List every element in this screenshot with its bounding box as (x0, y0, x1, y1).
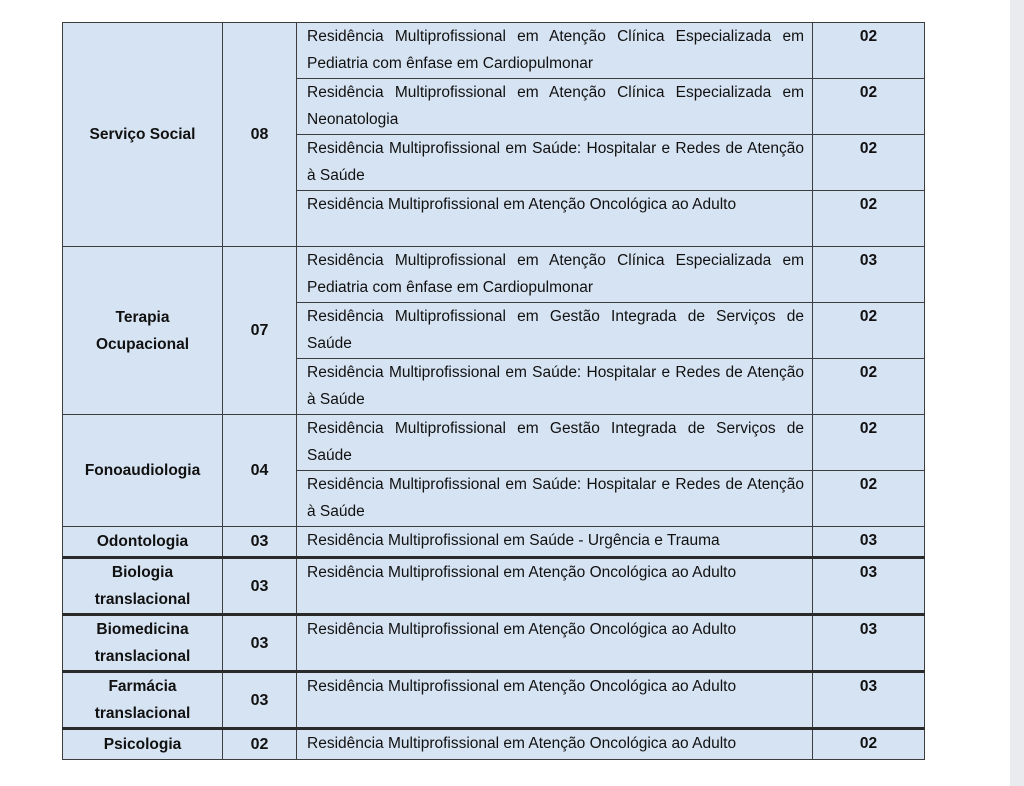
total-vacancies-cell: 03 (223, 615, 297, 672)
program-vacancies-cell: 02 (813, 135, 925, 191)
area-cell: Farmácia translacional (63, 672, 223, 729)
program-cell: Residência Multiprofissional em Saúde: Hospitalar e Redes de Atenção à Saúde (297, 471, 813, 527)
program-vacancies-cell: 02 (813, 471, 925, 527)
total-vacancies-cell: 03 (223, 527, 297, 558)
table-row (63, 558, 925, 615)
program-cell: Residência Multiprofissional em Saúde: Hospitalar e Redes de Atenção à Saúde (297, 359, 813, 415)
table-row (63, 672, 925, 729)
program-cell: Residência Multiprofissional em Saúde - Urgência e Trauma (297, 527, 813, 558)
vacancy-table (62, 22, 925, 760)
table-body (63, 23, 925, 760)
program-cell: Residência Multiprofissional em Saúde: Hospitalar e Redes de Atenção à Saúde (297, 135, 813, 191)
table-row (63, 23, 925, 79)
program-vacancies-cell: 02 (813, 303, 925, 359)
area-cell: Fonoaudiologia (63, 415, 223, 527)
total-vacancies-cell: 02 (223, 729, 297, 760)
total-vacancies-cell: 03 (223, 672, 297, 729)
table-row (63, 615, 925, 672)
total-vacancies-cell: 07 (223, 247, 297, 415)
program-vacancies-cell: 02 (813, 79, 925, 135)
program-cell: Residência Multiprofissional em Atenção Clínica Especializada em Pediatria com ênfase em Cardiopulmonar (297, 247, 813, 303)
total-vacancies-cell: 04 (223, 415, 297, 527)
right-edge-strip (1010, 0, 1024, 786)
program-vacancies-cell: 03 (813, 247, 925, 303)
program-vacancies-cell: 03 (813, 615, 925, 672)
table-row (63, 415, 925, 471)
program-vacancies-cell: 03 (813, 672, 925, 729)
program-cell: Residência Multiprofissional em Atenção Clínica Especializada em Pediatria com ênfase em Cardiopulmonar (297, 23, 813, 79)
program-vacancies-cell: 02 (813, 23, 925, 79)
program-vacancies-cell: 03 (813, 558, 925, 615)
program-vacancies-cell: 02 (813, 729, 925, 760)
total-vacancies-cell: 03 (223, 558, 297, 615)
program-cell: Residência Multiprofissional em Atenção Oncológica ao Adulto (297, 558, 813, 615)
program-vacancies-cell: 02 (813, 359, 925, 415)
area-cell: Odontologia (63, 527, 223, 558)
area-cell: Biologia translacional (63, 558, 223, 615)
program-vacancies-cell: 02 (813, 191, 925, 247)
area-cell: Biomedicina translacional (63, 615, 223, 672)
area-cell: Serviço Social (63, 23, 223, 247)
program-cell: Residência Multiprofissional em Atenção Oncológica ao Adulto (297, 615, 813, 672)
program-cell: Residência Multiprofissional em Atenção Clínica Especializada em Neonatologia (297, 79, 813, 135)
table-row (63, 247, 925, 303)
program-cell: Residência Multiprofissional em Atenção Oncológica ao Adulto (297, 729, 813, 760)
program-cell: Residência Multiprofissional em Atenção Oncológica ao Adulto (297, 672, 813, 729)
program-vacancies-cell: 02 (813, 415, 925, 471)
program-vacancies-cell: 03 (813, 527, 925, 558)
table-row (63, 729, 925, 760)
table-row (63, 527, 925, 558)
total-vacancies-cell: 08 (223, 23, 297, 247)
area-cell: Terapia Ocupacional (63, 247, 223, 415)
area-cell: Psicologia (63, 729, 223, 760)
program-cell: Residência Multiprofissional em Atenção Oncológica ao Adulto (297, 191, 813, 247)
program-cell: Residência Multiprofissional em Gestão Integrada de Serviços de Saúde (297, 415, 813, 471)
program-cell: Residência Multiprofissional em Gestão Integrada de Serviços de Saúde (297, 303, 813, 359)
